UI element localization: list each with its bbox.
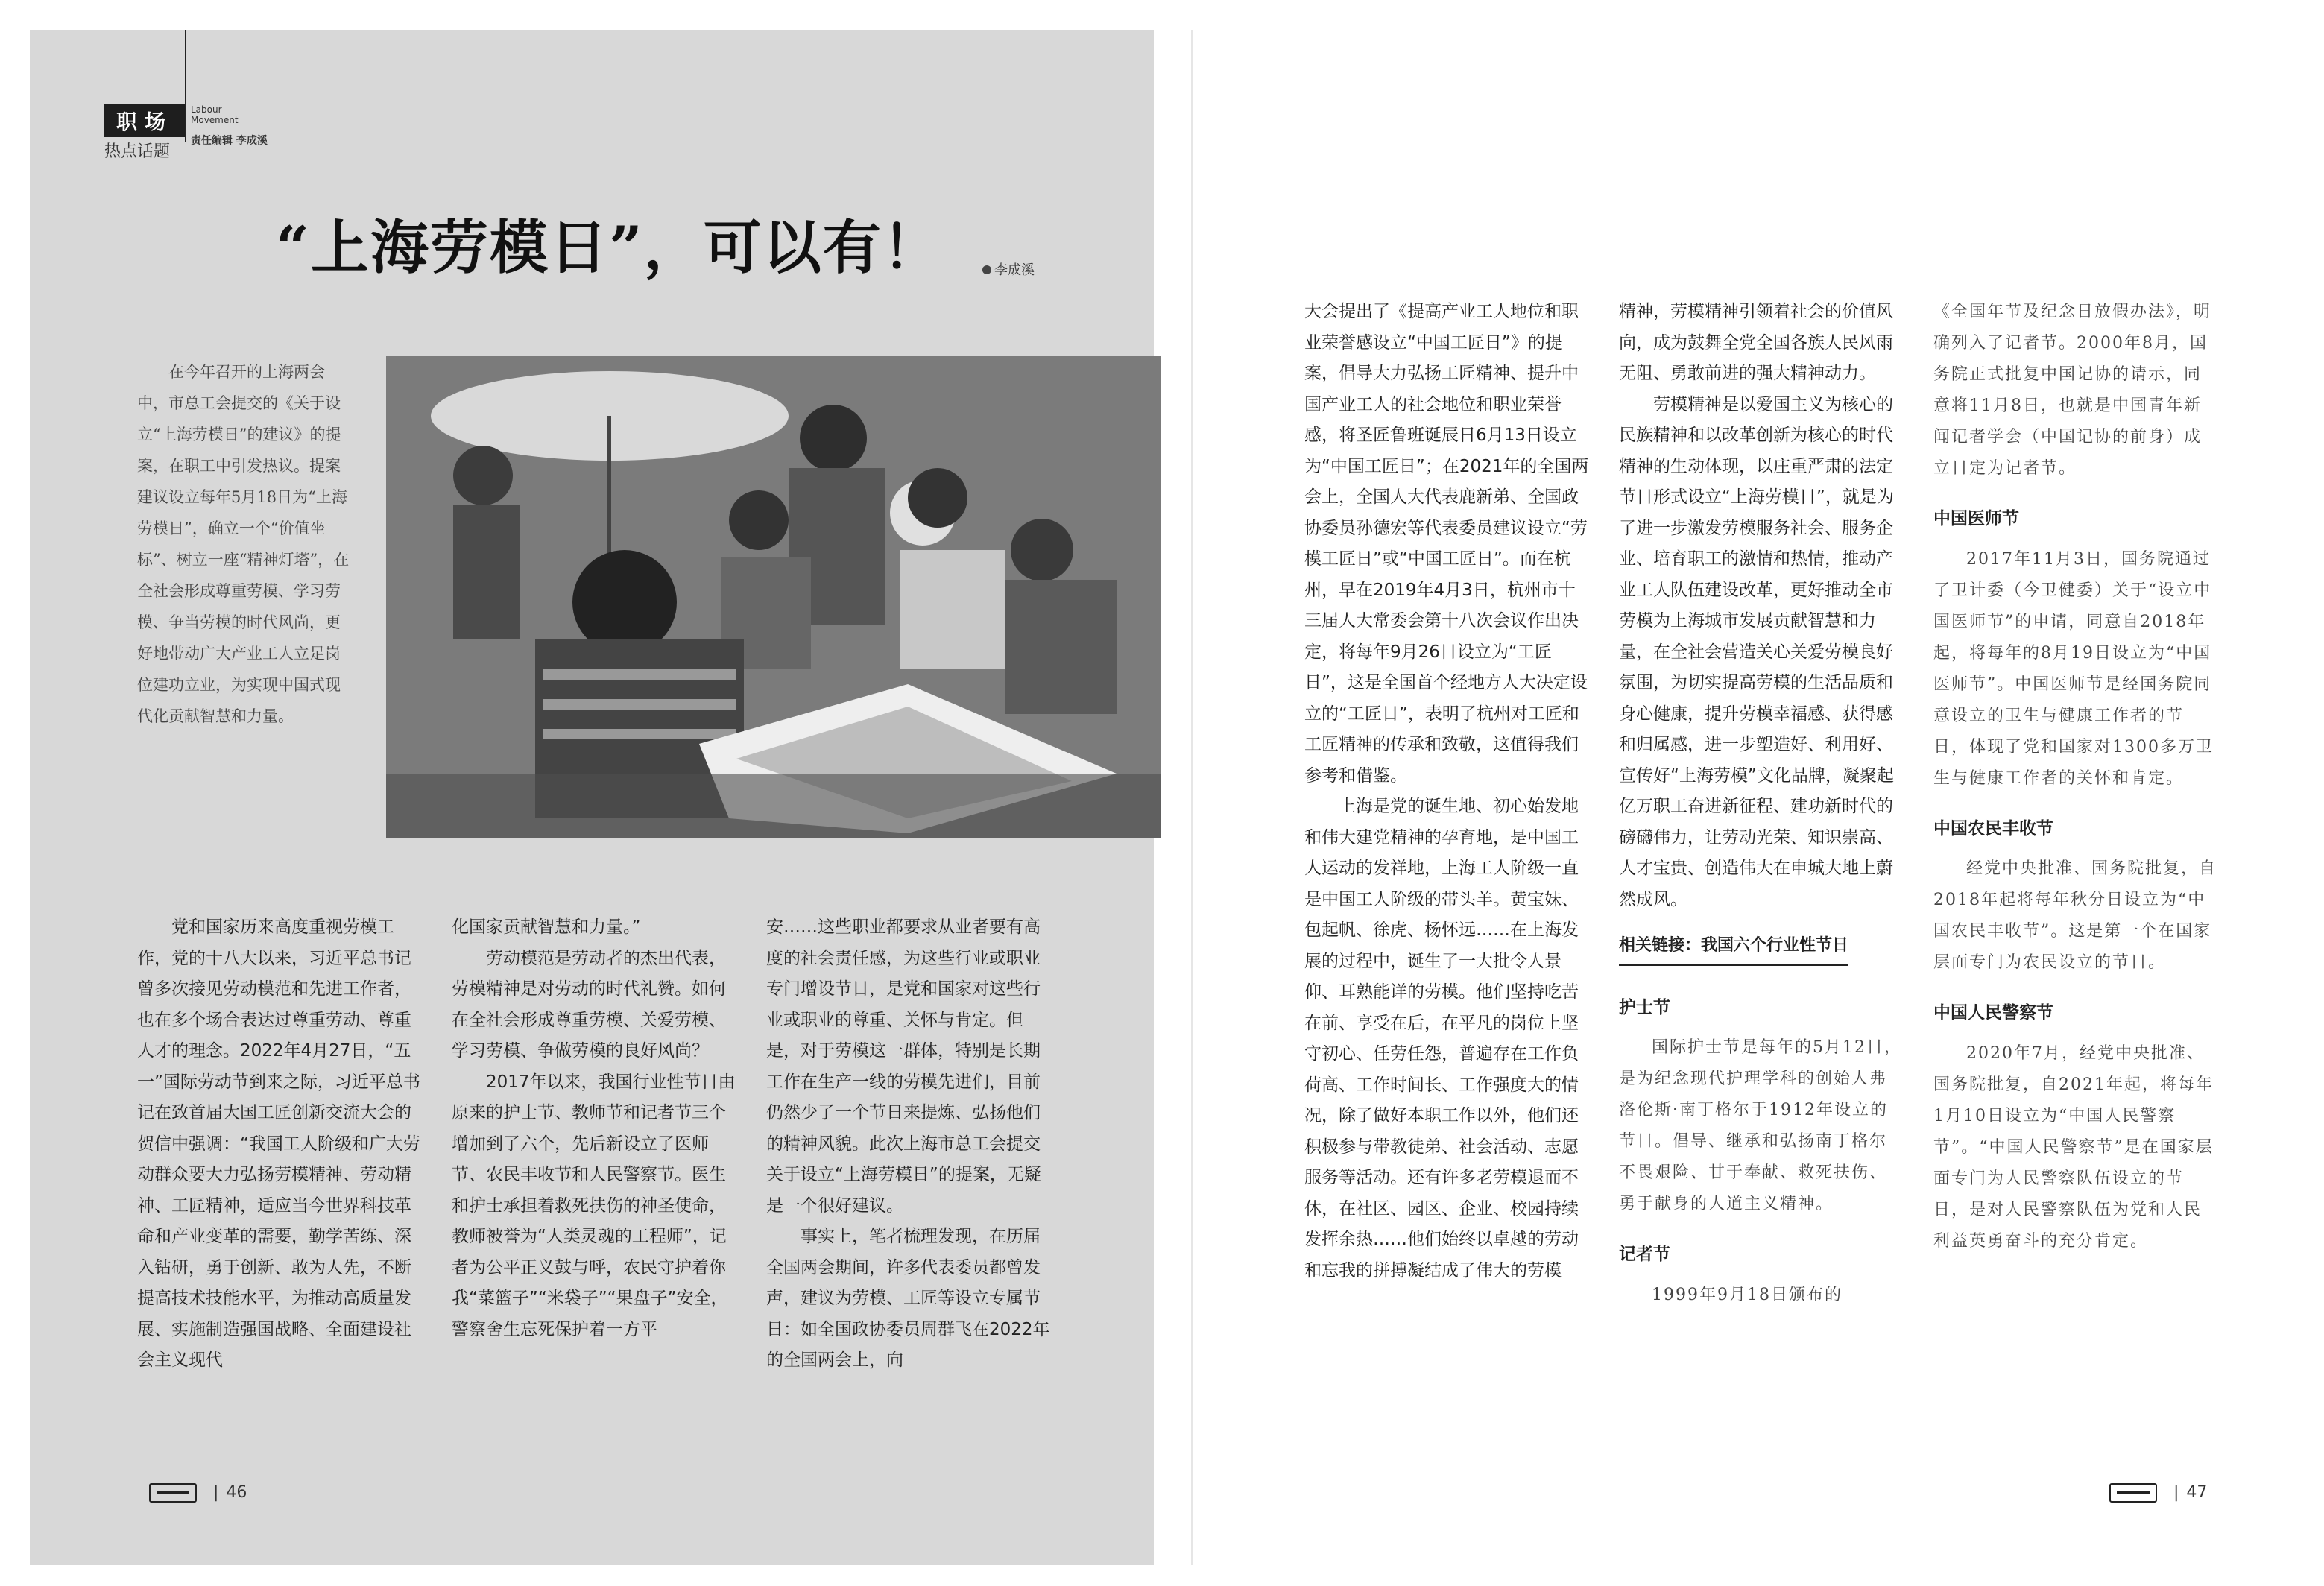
right-column-2: 精神，劳模精神引领着社会的价值风向，成为鼓舞全党全国各族人民风雨无阻、勇敢前进的强大精神动力。 劳模精神是以爱国主义为核心的民族精神和以改革创新为核心的时代精神的生动体现，以庄重严肃的法定节日形式设立“上海劳模日”，就是为了进一步激发劳模服务社会、服务企业、培育职工的激情和热情，推动产业工人队伍建设改革，更好推动全市劳模为上海城市发展贡献智慧和力量，在全社会营造关心关爱劳模良好氛围，为切实提高劳模的生活品质和身心健康，提升劳模幸福感、获得感和归属感，进一步塑造好、利用好、宣传好“上海劳模”文化品牌，凝聚起亿万职工奋进新征程、建功新时代的磅礴伟力，让劳动光荣、知识崇高、人才宝贵、创造伟大在申城大地上蔚然成风。 相关链接：我国六个行业性节日 护士节 国际护士节是每年的5月12日，是为纪念现代护理学科的创始人弗洛伦斯·南丁格尔于1912年设立的节日。倡导、继承和弘扬南丁格尔不畏艰险、甘于奉献、救死扶伤、勇于献身的人道主义精神。 记者节 1999年9月18日颁布的 — [1619, 297, 1904, 1311]
section-english-label: Labour Movement — [191, 104, 239, 125]
journalist-day-title: 记者节 — [1619, 1245, 1670, 1264]
farmer-day-title: 中国农民丰收节 — [1933, 818, 2053, 838]
journalist-day-text-b: 《全国年节及纪念日放假办法》，明确列入了记者节。2000年8月，国务院正式批复中国记协的请示，同意将11月8日，也就是中国青年新闻记者学会（中国记协的前身）成立日定为记者节。 — [1933, 303, 2212, 478]
section-divider — [185, 30, 186, 142]
left-column-1: 党和国家历来高度重视劳模工作，党的十八大以来，习近平总书记曾多次接见劳动模范和先进工作者，也在多个场合表达过尊重劳动、尊重人才的理念。2022年4月27日，“五一”国际劳动节到来之际，习近平总书记在致首届大国工匠创新交流大会的贺信中强调：“我国工人阶级和广大劳动群众要大力弘扬劳模精神、劳动精神、工匠精神，适应当今世界科技革命和产业变革的需要，勤学苦练、深入钻研，勇于创新、敢为人先，不断提高技术技能水平，为推动高质量发展、实施制造强国战略、全面建设社会主义现代 — [137, 917, 420, 1370]
nurse-day-text: 国际护士节是每年的5月12日，是为纪念现代护理学科的创始人弗洛伦斯·南丁格尔于1912年设立的节日。倡导、继承和弘扬南丁格尔不畏艰险、甘于奉献、救死扶伤、勇于献身的人道主义精神。 — [1619, 1038, 1902, 1213]
left-column-3: 安……这些职业都要求从业者要有高度的社会责任感，为这些行业或职业专门增设节日，是党和国家对这些行业或职业的尊重、关怀与肯定。但是，对于劳模这一群体，特别是长期工作在生产一线的劳模先进们，目前仍然少了一个节日来提炼、弘扬他们的精神风貌。此次上海市总工会提交关于设立“上海劳模日”的提案，无疑是一个很好建议。 事实上，笔者梳理发现，在历届全国两会期间，许多代表委员都曾发声，建议为劳模、工匠等设立专属节日：如全国政协委员周群飞在2022年的全国两会上，向 — [766, 917, 1050, 1370]
nurse-day-title: 护士节 — [1619, 997, 1670, 1017]
section-marker — [104, 104, 185, 162]
journalist-day-text-a: 1999年9月18日颁布的 — [1652, 1285, 1843, 1304]
left-page-number: 46 — [226, 1483, 247, 1502]
right-folio: | 47 — [2109, 1483, 2207, 1503]
police-day-text: 2020年7月，经党中央批准、国务院批复，自2021年起，将每年1月10日设立为“中国人民警察节”。“中国人民警察节”是在国家层面专门为人民警察队伍设立的节日，是对人民警察队伍为党和人民利益英勇奋斗的充分肯定。 — [1933, 1043, 2214, 1251]
section-tag: 职场 — [104, 104, 185, 137]
left-column-2: 化国家贡献智慧和力量。” 劳动模范是劳动者的杰出代表，劳模精神是对劳动的时代礼赞。如何在全社会形成尊重劳模、关爱劳模、学习劳模、争做劳模的良好风尚？ 2017年以来，我国行业性节日由原来的护士节、教师节和记者节三个增加到了六个，先后新设立了医师节、农民丰收节和人民警察节。医生和护士承担着救死扶伤的神圣使命，教师被誉为“人类灵魂的工程师”，记者为公平正义鼓与呼，农民守护着你我“菜篮子”“米袋子”“果盘子”安全，警察舍生忘死保护着一方平 — [452, 917, 736, 1339]
doctor-day-text: 2017年11月3日，国务院通过了卫计委（今卫健委）关于“设立中国医师节”的申请，同意自2018年起，将每年的8月19日设立为“中国医师节”。中国医师节是经国务院同意设立的卫生与健康工作者的节日，体现了党和国家对1300多万卫生与健康工作者的关怀和肯定。 — [1933, 549, 2214, 788]
lead-paragraph: 在今年召开的上海两会中，市总工会提交的《关于设立“上海劳模日”的建议》的提案，在职工中引发热议。提案建议设立每年5月18日为“上海劳模日”，确立一个“价值坐标”、树立一座“精神灯塔”，在全社会形成尊重劳模、学习劳模、争当劳模的时代风尚，更好地带动广大产业工人立足岗位建功立业，为实现中国式现代化贡献智慧和力量。 — [137, 363, 350, 725]
right-column-1: 大会提出了《提高产业工人地位和职业荣誉感设立“中国工匠日”》的提案，倡导大力弘扬工匠精神、提升中国产业工人的社会地位和职业荣誉感，将圣匠鲁班诞辰日6月13日设立为“中国工匠日”；在2021年的全国两会上，全国人大代表鹿新弟、全国政协委员孙德宏等代表委员建议设立“劳模工匠日”或“中国工匠日”。而在杭州，早在2019年4月3日，杭州市十三届人大常委会第十八次会议作出决定，将每年9月26日设立为“工匠日”，这是全国首个经地方人大决定设立的“工匠日”，表明了杭州对工匠和工匠精神的传承和致敬，这值得我们参考和借鉴。 上海是党的诞生地、初心始发地和伟大建党精神的孕育地，是中国工人运动的发祥地，上海工人阶级一直是中国工人阶级的带头羊。黄宝妹、包起帆、徐虎、杨怀远……在上海发展的过程中，诞生了一大批令人景仰、耳熟能详的劳模。他们坚持吃苦在前、享受在后，在平凡的岗位上坚守初心、任劳任怨，普遍存在工作负荷高、工作时间长、工作强度大的情况，除了做好本职工作以外，他们还积极参与带教徒弟、社会活动、志愿服务等活动。还有许多老劳模退而不休，在社区、园区、企业、校园持续发挥余热……他们始终以卓越的劳动和忘我的拼搏凝结成了伟大的劳模 — [1304, 302, 1589, 1280]
section-subtitle: 热点话题 — [104, 142, 171, 161]
left-folio: | 46 — [149, 1483, 247, 1503]
responsible-editor: 责任编辑 李成溪 — [191, 135, 268, 147]
article-headline: “上海劳模日”，可以有！ — [276, 214, 942, 282]
byline-dot-icon — [982, 265, 991, 274]
photo-illustration — [386, 356, 1161, 838]
byline: 李成溪 — [982, 259, 1035, 279]
spine-gutter — [1191, 30, 1193, 1565]
magazine-logo-icon — [2109, 1483, 2157, 1503]
police-day-title: 中国人民警察节 — [1933, 1003, 2053, 1023]
related-links-heading: 相关链接：我国六个行业性节日 — [1619, 930, 1848, 966]
article-photo — [386, 356, 1161, 838]
farmer-day-text: 经党中央批准、国务院批复，自2018年起将每年秋分日设立为“中国农民丰收节”。这是第一个在国家层面专门为农民设立的节日。 — [1933, 859, 2217, 972]
magazine-logo-icon — [149, 1483, 197, 1503]
doctor-day-title: 中国医师节 — [1933, 509, 2019, 528]
right-page-number: 47 — [2186, 1483, 2208, 1502]
right-column-3 — [1933, 297, 2218, 1257]
